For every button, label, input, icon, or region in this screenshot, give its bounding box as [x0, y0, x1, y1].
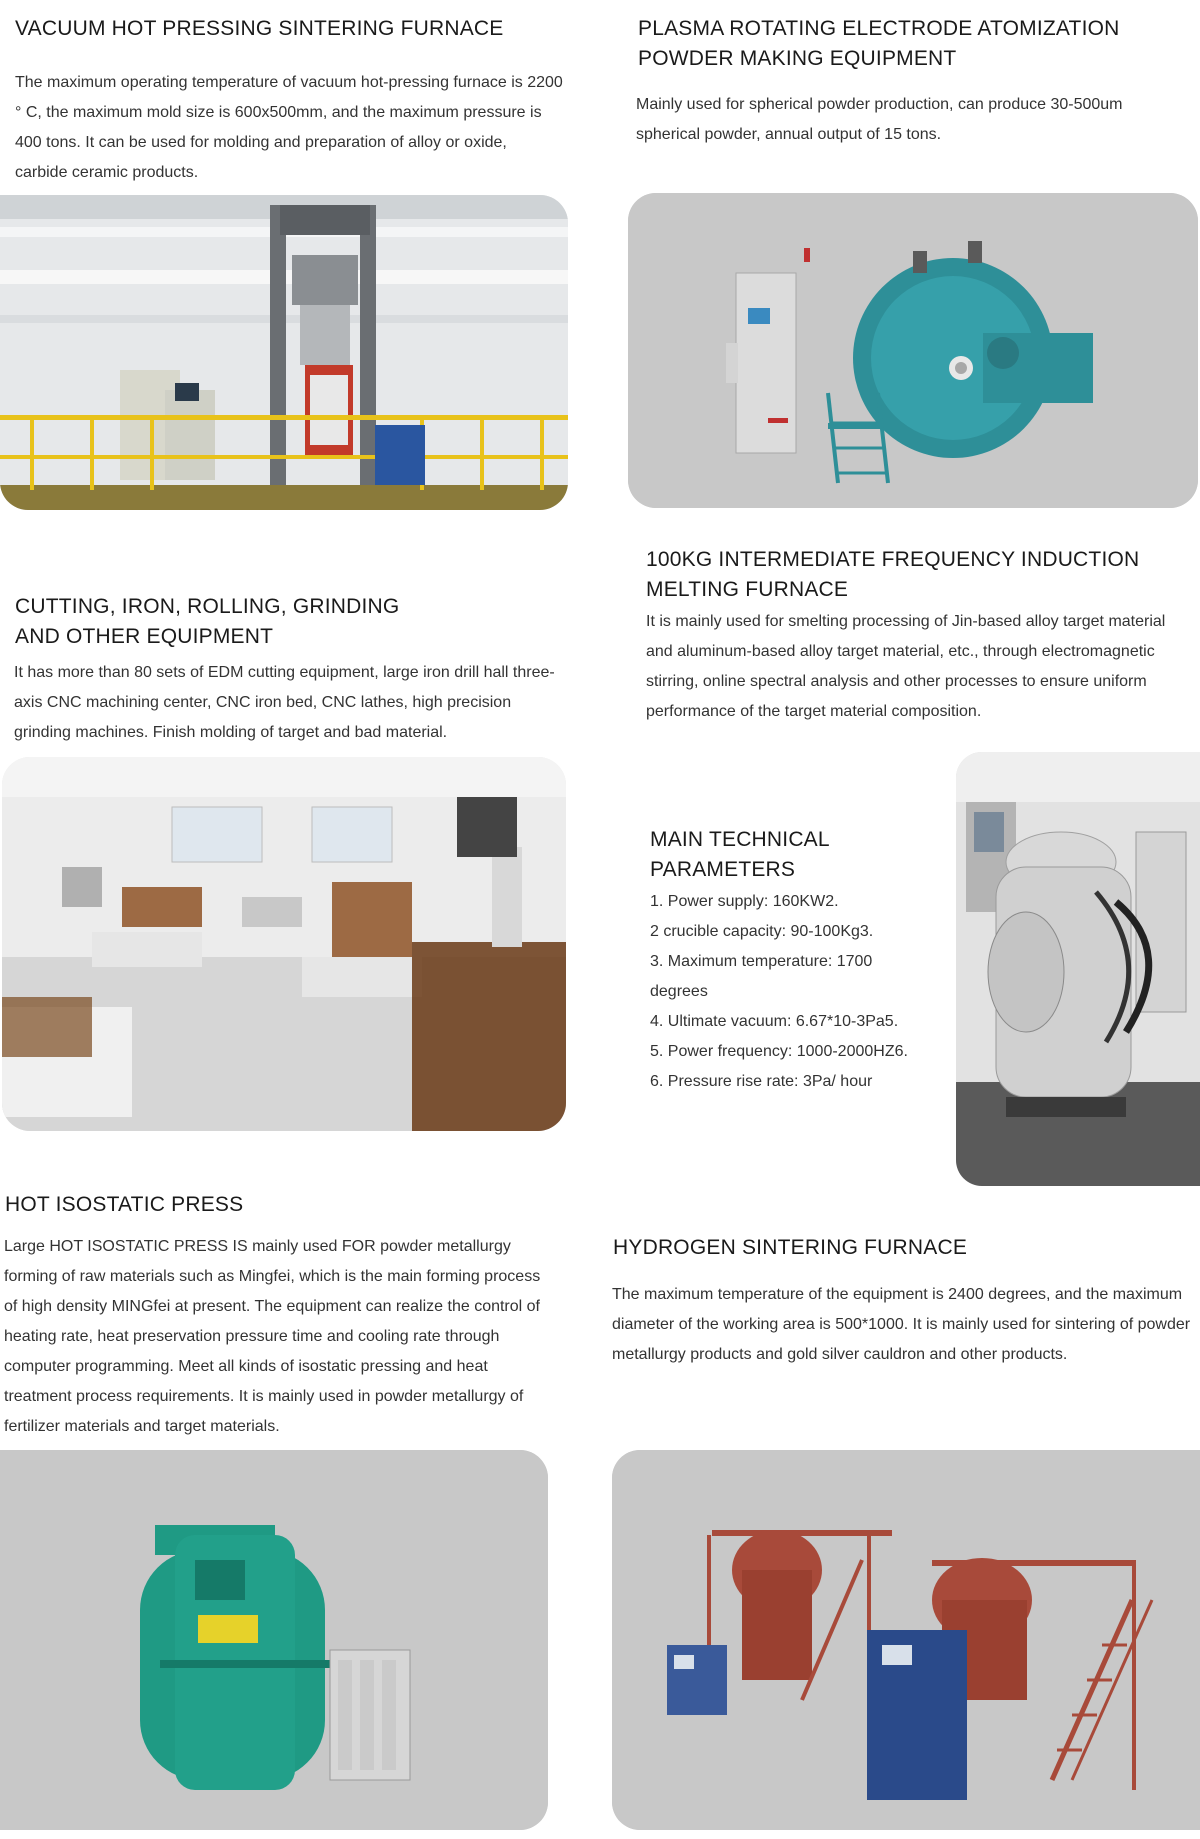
- section-title-induction-melting: 100KG INTERMEDIATE FREQUENCY INDUCTION MELTING FURNACE: [646, 548, 1140, 601]
- section-title-vacuum-hot-pressing: VACUUM HOT PRESSING SINTERING FURNACE: [15, 17, 504, 40]
- parameter-item: 5. Power frequency: 1000-2000HZ6.: [650, 1043, 908, 1060]
- photo-hot-isostatic-press: [0, 1450, 548, 1830]
- section-title-plasma-rotating-electrode: PLASMA ROTATING ELECTRODE ATOMIZATION POWDER MAKING EQUIPMENT: [638, 17, 1120, 70]
- parameter-item: 6. Pressure rise rate: 3Pa/ hour: [650, 1073, 873, 1090]
- section-title-hot-isostatic-press: HOT ISOSTATIC PRESS: [5, 1193, 244, 1216]
- photo-induction-melting-furnace: [956, 752, 1200, 1186]
- section-title-cutting-grinding: CUTTING, IRON, ROLLING, GRINDING AND OTHER EQUIPMENT: [15, 595, 400, 648]
- section-desc-vacuum-hot-pressing: The maximum operating temperature of vacuum hot-pressing furnace is 2200 ° C, the maximum mold size is 600x500mm, and the maximum pressure is 400 tons. It can be used for molding and preparation of alloy or oxide, carbide ceramic products.: [15, 74, 563, 181]
- parameter-item: 1. Power supply: 160KW2.: [650, 893, 839, 910]
- parameters-title: MAIN TECHNICAL PARAMETERS: [650, 828, 829, 881]
- section-desc-induction-melting: It is mainly used for smelting processing of Jin-based alloy target material and aluminum-based alloy target material, etc., through electromagnetic stirring, online spectral analysis and other processes to ensure uniform performance of the target material composition.: [646, 613, 1166, 720]
- parameter-item: 4. Ultimate vacuum: 6.67*10-3Pa5.: [650, 1013, 899, 1030]
- photo-plasma-atomization-equipment: [628, 193, 1198, 508]
- photo-hydrogen-sintering-furnace: [612, 1450, 1200, 1830]
- parameter-item: 2 crucible capacity: 90-100Kg3.: [650, 923, 874, 940]
- section-desc-hot-isostatic-press: Large HOT ISOSTATIC PRESS IS mainly used FOR powder metallurgy forming of raw materials such as Mingfei, which is the main forming process of high density MINGfei at present. The equipment can realize the control of heating rate, heat preservation pressure time and cooling rate through computer programming. Meet all kinds of isostatic pressing and heat treatment process requirements. It is mainly used in powder metallurgy of fertilizer materials and target materials.: [4, 1238, 541, 1435]
- parameters-list: [650, 887, 930, 1097]
- section-desc-plasma-rotating-electrode: Mainly used for spherical powder production, can produce 30-500um spherical powder, annual output of 15 tons.: [636, 96, 1123, 143]
- photo-vacuum-hot-pressing-furnace: [0, 195, 568, 510]
- section-desc-cutting-grinding: It has more than 80 sets of EDM cutting equipment, large iron drill hall three-axis CNC machining center, CNC iron bed, CNC lathes, high precision grinding machines. Finish molding of target and bad material.: [14, 664, 555, 741]
- photo-cutting-workshop: [2, 757, 566, 1131]
- parameter-item: 3. Maximum temperature: 1700 degrees: [650, 953, 873, 1000]
- section-title-hydrogen-sintering: HYDROGEN SINTERING FURNACE: [613, 1236, 968, 1259]
- section-desc-hydrogen-sintering: The maximum temperature of the equipment is 2400 degrees, and the maximum diameter of the working area is 500*1000. It is mainly used for sintering of powder metallurgy products and gold silver cauldron and other products.: [612, 1286, 1191, 1363]
